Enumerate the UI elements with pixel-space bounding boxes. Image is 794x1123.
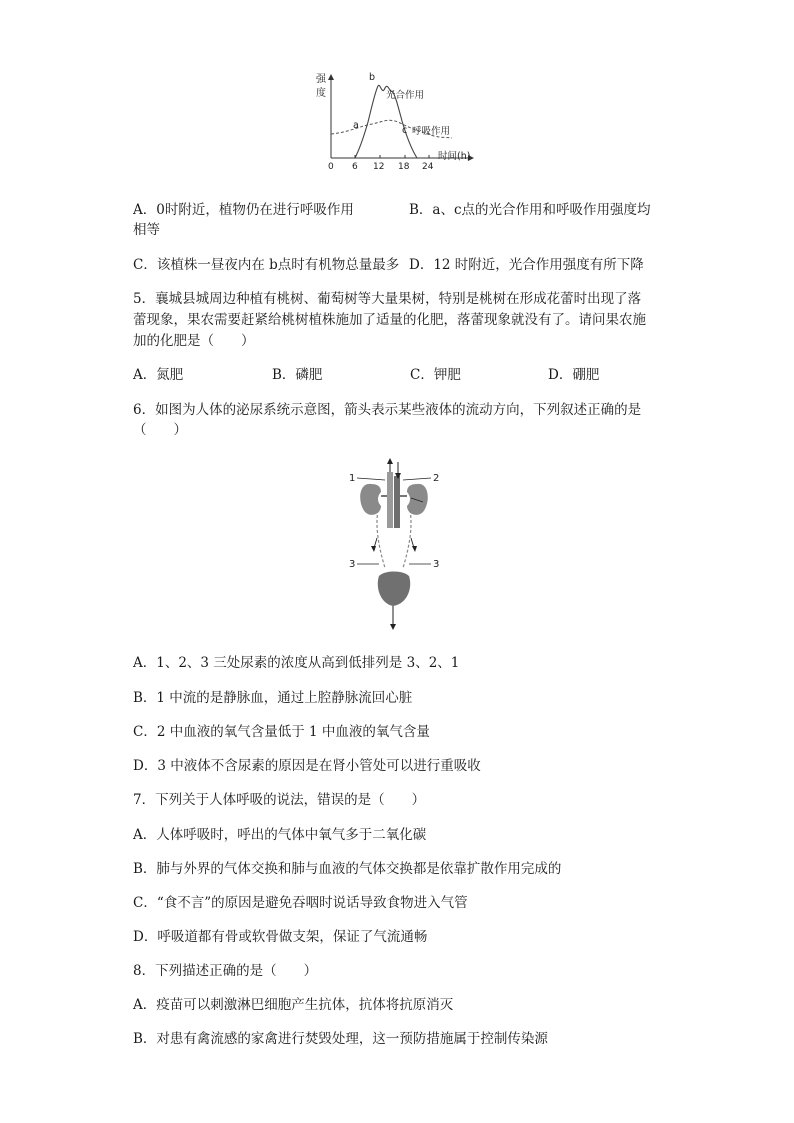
urinary-system-diagram (345, 458, 445, 634)
tick-6: 6 (352, 162, 358, 172)
tick-18: 18 (398, 162, 410, 172)
right-ureter (403, 510, 411, 568)
vena-cava (394, 476, 400, 528)
bladder (378, 572, 410, 607)
q4-option-b: B．a、c点的光合作用和呼吸作用强度均 (409, 202, 651, 218)
tick-0: 0 (328, 162, 334, 172)
point-a-label: a (353, 120, 359, 131)
left-ureter (377, 510, 385, 568)
q5-option-c: C．钾肥 (410, 367, 461, 383)
q8-option-b: B．对患有禽流感的家禽进行焚毁处理，这一预防措施属于控制传染源 (133, 1031, 548, 1047)
q5-option-a: A．氮肥 (133, 367, 184, 383)
q5-option-b: B．磷肥 (272, 367, 323, 383)
photosynthesis-respiration-graph (310, 66, 490, 176)
x-axis-label: 时间(h) (438, 151, 471, 162)
left-flow-arrow-icon (371, 546, 376, 552)
label-3-left: 3 (349, 559, 356, 570)
q6-option-d: D．3 中液体不含尿素的原因是在肾小管处可以进行重吸收 (133, 758, 481, 774)
q6-option-a: A．1、2、3 三处尿素的浓度从高到低排列是 3、2、1 (133, 655, 460, 671)
q4-option-b-cont: 相等 (133, 222, 160, 238)
q6-stem-line2: （ ） (133, 422, 187, 438)
y-axis-label-2: 度 (316, 88, 326, 99)
label-1: 1 (349, 473, 356, 484)
q6-option-c: C．2 中血液的氧气含量低于 1 中血液的氧气含量 (133, 724, 430, 740)
q7-option-a: A．人体呼吸时，呼出的气体中氧气多于二氧化碳 (133, 827, 427, 843)
q7-stem: 7．下列关于人体呼吸的说法，错误的是（ ） (133, 792, 426, 808)
label-3-right: 3 (433, 559, 440, 570)
q7-option-c: C．“食不言”的原因是避免吞咽时说话导致食物进入气管 (133, 895, 468, 911)
q5-stem-line2: 蕾现象，果农需要赶紧给桃树植株施加了适量的化肥，落蕾现象就没有了。请问果农施 (133, 312, 646, 328)
up-arrow-icon (387, 458, 393, 464)
q5-stem-line3: 加的化肥是（ ） (133, 333, 255, 349)
q6-stem-line1: 6．如图为人体的泌尿系统示意图，箭头表示某些液体的流动方向，下列叙述正确的是 (133, 402, 642, 418)
point-c-label: c (402, 125, 408, 136)
q4-option-a: A．0时附近，植物仍在进行呼吸作用 (133, 202, 354, 218)
point-b-label: b (369, 72, 376, 83)
q5-option-d: D．硼肥 (548, 367, 600, 383)
tick-12: 12 (373, 162, 385, 172)
q7-option-d: D．呼吸道都有骨或软骨做支架，保证了气流通畅 (133, 929, 428, 945)
urethra-arrow-icon (390, 624, 396, 630)
q4-option-c: C．该植株一昼夜内在 b点时有机物总量最多 (133, 257, 400, 273)
respiration-label: 呼吸作用 (412, 126, 451, 137)
q7-option-b: B．肺与外界的气体交换和肺与血液的气体交换都是依靠扩散作用完成的 (133, 861, 562, 877)
q8-option-a: A．疫苗可以刺激淋巴细胞产生抗体，抗体将抗原消灭 (133, 997, 454, 1013)
y-axis-arrow-icon (328, 74, 334, 80)
q4-option-d: D．12 时附近，光合作用强度有所下降 (409, 257, 644, 273)
q8-stem: 8．下列描述正确的是（ ） (133, 963, 318, 979)
right-flow-arrow-icon (412, 546, 417, 552)
photosynthesis-label: 光合作用 (386, 90, 425, 101)
aorta (387, 472, 393, 528)
label-2: 2 (433, 473, 440, 484)
y-axis-label-1: 强 (316, 74, 326, 85)
tick-24: 24 (422, 162, 434, 172)
q5-stem-line1: 5．襄城县城周边种植有桃树、葡萄树等大量果树，特别是桃树在形成花蕾时出现了落 (133, 291, 642, 307)
q6-option-b: B．1 中流的是静脉血，通过上腔静脉流回心脏 (133, 690, 413, 706)
